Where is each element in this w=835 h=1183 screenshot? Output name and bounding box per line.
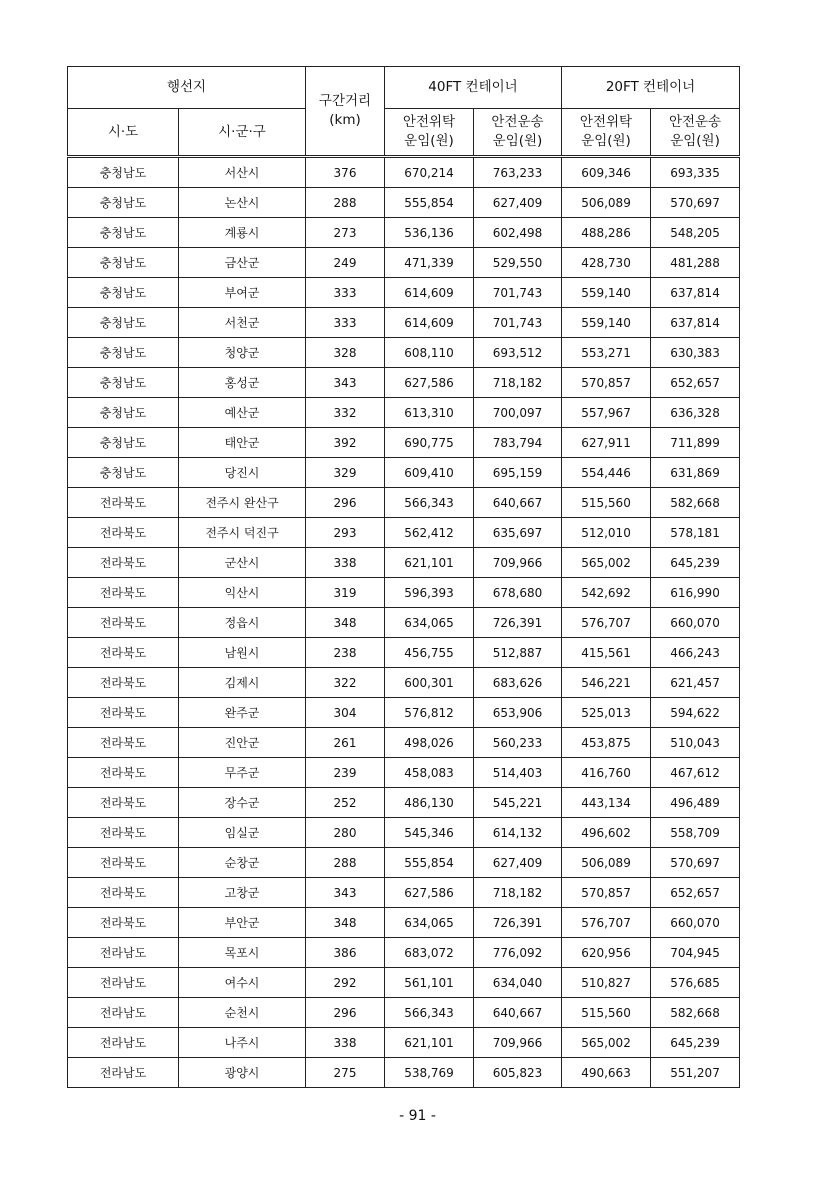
province-cell: 전라남도 [68, 968, 179, 998]
distance-cell: 288 [306, 848, 385, 878]
ft20-transport-cell: 466,243 [651, 638, 740, 668]
ft20-transport-cell: 576,685 [651, 968, 740, 998]
ft20-consign-cell: 570,857 [562, 878, 651, 908]
ft40-consign-cell: 670,214 [385, 157, 474, 188]
header-20ft-consign-line2: 운임(원) [581, 133, 631, 149]
city-cell: 전주시 덕진구 [179, 518, 306, 548]
ft20-consign-cell: 620,956 [562, 938, 651, 968]
distance-cell: 338 [306, 1028, 385, 1058]
ft40-consign-cell: 627,586 [385, 878, 474, 908]
ft40-transport-cell: 763,233 [474, 157, 562, 188]
province-cell: 충청남도 [68, 428, 179, 458]
ft20-consign-cell: 515,560 [562, 488, 651, 518]
ft20-consign-cell: 510,827 [562, 968, 651, 998]
ft40-transport-cell: 560,233 [474, 728, 562, 758]
ft20-consign-cell: 525,013 [562, 698, 651, 728]
table-row [68, 157, 740, 188]
header-city: 시·군·구 [179, 109, 306, 157]
table-row [68, 428, 740, 458]
ft40-consign-cell: 609,410 [385, 458, 474, 488]
header-20ft-transport [651, 109, 740, 157]
ft40-consign-cell: 456,755 [385, 638, 474, 668]
city-cell: 논산시 [179, 188, 306, 218]
ft20-transport-cell: 578,181 [651, 518, 740, 548]
ft40-transport-cell: 512,887 [474, 638, 562, 668]
ft20-transport-cell: 704,945 [651, 938, 740, 968]
province-cell: 전라남도 [68, 998, 179, 1028]
table-row [68, 998, 740, 1028]
ft20-transport-cell: 582,668 [651, 998, 740, 1028]
table-row [68, 878, 740, 908]
ft40-consign-cell: 614,609 [385, 278, 474, 308]
city-cell: 서천군 [179, 308, 306, 338]
ft20-transport-cell: 711,899 [651, 428, 740, 458]
ft20-transport-cell: 693,335 [651, 157, 740, 188]
city-cell: 완주군 [179, 698, 306, 728]
distance-cell: 328 [306, 338, 385, 368]
header-distance-label: 구간거리 [318, 93, 372, 109]
table-row [68, 338, 740, 368]
city-cell: 나주시 [179, 1028, 306, 1058]
ft20-consign-cell: 609,346 [562, 157, 651, 188]
ft20-transport-cell: 631,869 [651, 458, 740, 488]
province-cell: 충청남도 [68, 188, 179, 218]
header-20ft-transport-line1: 안전운송 [668, 114, 722, 130]
table-row [68, 668, 740, 698]
table-row [68, 398, 740, 428]
table-row [68, 188, 740, 218]
city-cell: 순창군 [179, 848, 306, 878]
province-cell: 충청남도 [68, 458, 179, 488]
distance-cell: 348 [306, 908, 385, 938]
ft40-transport-cell: 635,697 [474, 518, 562, 548]
city-cell: 부안군 [179, 908, 306, 938]
province-cell: 전라남도 [68, 1028, 179, 1058]
ft20-consign-cell: 453,875 [562, 728, 651, 758]
ft40-consign-cell: 555,854 [385, 848, 474, 878]
table-row [68, 248, 740, 278]
ft20-transport-cell: 496,489 [651, 788, 740, 818]
city-cell: 청양군 [179, 338, 306, 368]
province-cell: 충청남도 [68, 278, 179, 308]
distance-cell: 338 [306, 548, 385, 578]
distance-cell: 329 [306, 458, 385, 488]
ft20-consign-cell: 496,602 [562, 818, 651, 848]
city-cell: 목포시 [179, 938, 306, 968]
city-cell: 임실군 [179, 818, 306, 848]
ft40-consign-cell: 498,026 [385, 728, 474, 758]
ft20-transport-cell: 660,070 [651, 608, 740, 638]
header-distance-unit: (km) [329, 112, 361, 128]
province-cell: 전라북도 [68, 518, 179, 548]
province-cell: 충청남도 [68, 248, 179, 278]
city-cell: 태안군 [179, 428, 306, 458]
distance-cell: 304 [306, 698, 385, 728]
province-cell: 전라북도 [68, 878, 179, 908]
ft20-transport-cell: 582,668 [651, 488, 740, 518]
province-cell: 전라북도 [68, 698, 179, 728]
ft20-consign-cell: 512,010 [562, 518, 651, 548]
ft20-consign-cell: 416,760 [562, 758, 651, 788]
table-row [68, 698, 740, 728]
table-row [68, 578, 740, 608]
ft40-transport-cell: 726,391 [474, 908, 562, 938]
header-40ft: 40FT 컨테이너 [385, 67, 562, 109]
ft20-transport-cell: 652,657 [651, 368, 740, 398]
province-cell: 전라북도 [68, 818, 179, 848]
ft20-consign-cell: 576,707 [562, 608, 651, 638]
distance-cell: 238 [306, 638, 385, 668]
ft20-consign-cell: 565,002 [562, 548, 651, 578]
table-row [68, 308, 740, 338]
ft20-transport-cell: 570,697 [651, 848, 740, 878]
ft20-transport-cell: 551,207 [651, 1058, 740, 1088]
ft40-consign-cell: 634,065 [385, 908, 474, 938]
ft20-transport-cell: 636,328 [651, 398, 740, 428]
table-row [68, 1028, 740, 1058]
city-cell: 금산군 [179, 248, 306, 278]
city-cell: 무주군 [179, 758, 306, 788]
ft20-transport-cell: 652,657 [651, 878, 740, 908]
ft40-consign-cell: 596,393 [385, 578, 474, 608]
distance-cell: 293 [306, 518, 385, 548]
table-row [68, 848, 740, 878]
ft40-consign-cell: 566,343 [385, 488, 474, 518]
ft40-transport-cell: 701,743 [474, 278, 562, 308]
distance-cell: 249 [306, 248, 385, 278]
ft20-transport-cell: 645,239 [651, 1028, 740, 1058]
province-cell: 충청남도 [68, 338, 179, 368]
ft20-consign-cell: 557,967 [562, 398, 651, 428]
header-distance [306, 67, 385, 157]
ft20-consign-cell: 627,911 [562, 428, 651, 458]
province-cell: 전라북도 [68, 668, 179, 698]
header-destination: 행선지 [68, 67, 306, 109]
ft40-transport-cell: 718,182 [474, 368, 562, 398]
header-20ft-consign-line1: 안전위탁 [579, 114, 633, 130]
ft20-consign-cell: 515,560 [562, 998, 651, 1028]
province-cell: 전라북도 [68, 548, 179, 578]
ft40-transport-cell: 627,409 [474, 848, 562, 878]
ft20-transport-cell: 558,709 [651, 818, 740, 848]
table-row [68, 218, 740, 248]
distance-cell: 333 [306, 308, 385, 338]
table-row [68, 728, 740, 758]
header-40ft-transport [474, 109, 562, 157]
table-row [68, 458, 740, 488]
city-cell: 부여군 [179, 278, 306, 308]
province-cell: 충청남도 [68, 368, 179, 398]
province-cell: 전라남도 [68, 938, 179, 968]
ft40-consign-cell: 621,101 [385, 548, 474, 578]
ft20-consign-cell: 559,140 [562, 278, 651, 308]
ft40-consign-cell: 608,110 [385, 338, 474, 368]
table-row [68, 788, 740, 818]
province-cell: 전라북도 [68, 848, 179, 878]
distance-cell: 292 [306, 968, 385, 998]
ft20-transport-cell: 594,622 [651, 698, 740, 728]
distance-cell: 296 [306, 488, 385, 518]
ft20-consign-cell: 559,140 [562, 308, 651, 338]
province-cell: 전라북도 [68, 638, 179, 668]
province-cell: 충청남도 [68, 157, 179, 188]
table-row [68, 968, 740, 998]
ft20-transport-cell: 637,814 [651, 278, 740, 308]
ft20-consign-cell: 576,707 [562, 908, 651, 938]
ft40-transport-cell: 783,794 [474, 428, 562, 458]
city-cell: 서산시 [179, 157, 306, 188]
ft40-consign-cell: 613,310 [385, 398, 474, 428]
ft40-transport-cell: 634,040 [474, 968, 562, 998]
distance-cell: 319 [306, 578, 385, 608]
header-20ft-consign [562, 109, 651, 157]
ft40-transport-cell: 514,403 [474, 758, 562, 788]
ft40-consign-cell: 536,136 [385, 218, 474, 248]
city-cell: 장수군 [179, 788, 306, 818]
header-province: 시·도 [68, 109, 179, 157]
ft20-consign-cell: 488,286 [562, 218, 651, 248]
ft20-consign-cell: 490,663 [562, 1058, 651, 1088]
province-cell: 전라북도 [68, 608, 179, 638]
ft40-transport-cell: 700,097 [474, 398, 562, 428]
ft20-transport-cell: 548,205 [651, 218, 740, 248]
ft40-transport-cell: 693,512 [474, 338, 562, 368]
ft40-consign-cell: 600,301 [385, 668, 474, 698]
ft20-transport-cell: 630,383 [651, 338, 740, 368]
province-cell: 충청남도 [68, 398, 179, 428]
distance-cell: 322 [306, 668, 385, 698]
ft40-consign-cell: 538,769 [385, 1058, 474, 1088]
header-40ft-transport-line1: 안전운송 [491, 114, 544, 130]
distance-cell: 239 [306, 758, 385, 788]
ft40-consign-cell: 562,412 [385, 518, 474, 548]
ft40-transport-cell: 709,966 [474, 548, 562, 578]
distance-cell: 348 [306, 608, 385, 638]
ft20-consign-cell: 554,446 [562, 458, 651, 488]
city-cell: 익산시 [179, 578, 306, 608]
distance-cell: 288 [306, 188, 385, 218]
table-row [68, 1058, 740, 1088]
ft20-consign-cell: 415,561 [562, 638, 651, 668]
ft20-transport-cell: 637,814 [651, 308, 740, 338]
city-cell: 홍성군 [179, 368, 306, 398]
ft40-consign-cell: 555,854 [385, 188, 474, 218]
ft20-consign-cell: 443,134 [562, 788, 651, 818]
ft40-consign-cell: 627,586 [385, 368, 474, 398]
ft20-consign-cell: 565,002 [562, 1028, 651, 1058]
ft20-transport-cell: 510,043 [651, 728, 740, 758]
ft40-consign-cell: 614,609 [385, 308, 474, 338]
ft20-transport-cell: 481,288 [651, 248, 740, 278]
ft40-consign-cell: 621,101 [385, 1028, 474, 1058]
distance-cell: 261 [306, 728, 385, 758]
header-20ft: 20FT 컨테이너 [562, 67, 740, 109]
city-cell: 김제시 [179, 668, 306, 698]
header-40ft-transport-line2: 운임(원) [492, 133, 543, 149]
distance-cell: 275 [306, 1058, 385, 1088]
province-cell: 전라북도 [68, 908, 179, 938]
table-row [68, 518, 740, 548]
ft40-transport-cell: 678,680 [474, 578, 562, 608]
city-cell: 남원시 [179, 638, 306, 668]
freight-rate-table [67, 66, 740, 1088]
ft40-transport-cell: 627,409 [474, 188, 562, 218]
table-row [68, 758, 740, 788]
ft20-transport-cell: 645,239 [651, 548, 740, 578]
ft40-consign-cell: 683,072 [385, 938, 474, 968]
table-row [68, 938, 740, 968]
city-cell: 고창군 [179, 878, 306, 908]
city-cell: 정읍시 [179, 608, 306, 638]
table-row [68, 638, 740, 668]
ft40-consign-cell: 545,346 [385, 818, 474, 848]
province-cell: 전라남도 [68, 1058, 179, 1088]
distance-cell: 386 [306, 938, 385, 968]
distance-cell: 343 [306, 878, 385, 908]
page-number: - 91 - [399, 1108, 436, 1124]
ft20-consign-cell: 428,730 [562, 248, 651, 278]
city-cell: 순천시 [179, 998, 306, 1028]
city-cell: 진안군 [179, 728, 306, 758]
distance-cell: 280 [306, 818, 385, 848]
ft40-transport-cell: 545,221 [474, 788, 562, 818]
province-cell: 전라북도 [68, 758, 179, 788]
ft20-consign-cell: 553,271 [562, 338, 651, 368]
distance-cell: 332 [306, 398, 385, 428]
city-cell: 광양시 [179, 1058, 306, 1088]
ft40-consign-cell: 576,812 [385, 698, 474, 728]
ft40-consign-cell: 690,775 [385, 428, 474, 458]
header-40ft-consign-line2: 운임(원) [404, 133, 454, 149]
ft40-transport-cell: 614,132 [474, 818, 562, 848]
ft40-transport-cell: 640,667 [474, 998, 562, 1028]
distance-cell: 376 [306, 157, 385, 188]
table-row [68, 608, 740, 638]
table-row [68, 278, 740, 308]
distance-cell: 343 [306, 368, 385, 398]
ft40-consign-cell: 566,343 [385, 998, 474, 1028]
table-row [68, 908, 740, 938]
ft40-transport-cell: 776,092 [474, 938, 562, 968]
ft20-transport-cell: 660,070 [651, 908, 740, 938]
table-row [68, 368, 740, 398]
ft40-consign-cell: 561,101 [385, 968, 474, 998]
city-cell: 군산시 [179, 548, 306, 578]
ft20-transport-cell: 570,697 [651, 188, 740, 218]
province-cell: 전라북도 [68, 488, 179, 518]
ft20-transport-cell: 467,612 [651, 758, 740, 788]
header-40ft-consign-line1: 안전위탁 [402, 114, 456, 130]
table-body [68, 157, 740, 1088]
distance-cell: 252 [306, 788, 385, 818]
ft40-transport-cell: 683,626 [474, 668, 562, 698]
distance-cell: 392 [306, 428, 385, 458]
ft40-consign-cell: 471,339 [385, 248, 474, 278]
city-cell: 계룡시 [179, 218, 306, 248]
city-cell: 예산군 [179, 398, 306, 428]
ft20-consign-cell: 506,089 [562, 848, 651, 878]
ft40-transport-cell: 605,823 [474, 1058, 562, 1088]
table-row [68, 488, 740, 518]
ft20-transport-cell: 616,990 [651, 578, 740, 608]
ft40-transport-cell: 718,182 [474, 878, 562, 908]
ft40-transport-cell: 726,391 [474, 608, 562, 638]
city-cell: 여수시 [179, 968, 306, 998]
province-cell: 전라북도 [68, 728, 179, 758]
ft40-consign-cell: 486,130 [385, 788, 474, 818]
header-40ft-consign [385, 109, 474, 157]
province-cell: 충청남도 [68, 308, 179, 338]
city-cell: 당진시 [179, 458, 306, 488]
province-cell: 전라북도 [68, 578, 179, 608]
table-row [68, 548, 740, 578]
ft40-transport-cell: 695,159 [474, 458, 562, 488]
ft20-consign-cell: 546,221 [562, 668, 651, 698]
ft20-consign-cell: 542,692 [562, 578, 651, 608]
header-20ft-transport-line2: 운임(원) [670, 133, 720, 149]
province-cell: 충청남도 [68, 218, 179, 248]
province-cell: 전라북도 [68, 788, 179, 818]
ft40-transport-cell: 640,667 [474, 488, 562, 518]
ft40-transport-cell: 701,743 [474, 308, 562, 338]
ft40-transport-cell: 653,906 [474, 698, 562, 728]
distance-cell: 273 [306, 218, 385, 248]
distance-cell: 333 [306, 278, 385, 308]
ft40-transport-cell: 529,550 [474, 248, 562, 278]
distance-cell: 296 [306, 998, 385, 1028]
ft40-consign-cell: 458,083 [385, 758, 474, 788]
table-row [68, 818, 740, 848]
city-cell: 전주시 완산구 [179, 488, 306, 518]
ft40-transport-cell: 709,966 [474, 1028, 562, 1058]
ft40-consign-cell: 634,065 [385, 608, 474, 638]
ft40-transport-cell: 602,498 [474, 218, 562, 248]
ft20-transport-cell: 621,457 [651, 668, 740, 698]
ft20-consign-cell: 570,857 [562, 368, 651, 398]
ft20-consign-cell: 506,089 [562, 188, 651, 218]
